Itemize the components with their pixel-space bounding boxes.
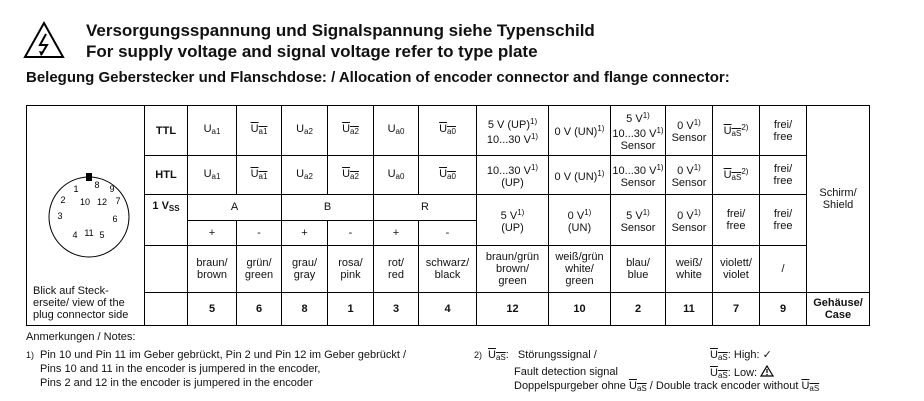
table-row-ttl <box>27 106 870 156</box>
table-row-pins <box>27 293 870 326</box>
pin-label-11: 11 <box>84 228 94 238</box>
vss-pin2: 5 $V^{1)}$ Sensor <box>611 195 666 246</box>
note-2-mark: 2) <box>474 350 483 360</box>
colors-label-empty <box>145 246 188 293</box>
note-1-line-3: Pins 2 and 12 in the encoder is jumpered in the encoder <box>40 377 313 389</box>
color-pin5: braun/ brown <box>188 246 237 293</box>
shield-cell: Schirm/ Shield <box>807 106 870 293</box>
pin-label-9: 9 <box>109 184 115 194</box>
note-2-text-de: Störungssignal / <box>517 349 597 361</box>
sign-a-minus: - <box>237 220 282 246</box>
pin-label-12: 12 <box>96 197 108 207</box>
note-1-line-2: Pins 10 and 11 in the encoder is jumpered in the encoder, <box>40 363 321 375</box>
vss-pin9: frei/ free <box>760 195 807 246</box>
color-pin1: rosa/ pink <box>328 246 374 293</box>
pin-label-7: 7 <box>115 196 121 206</box>
connector-pinout-diagram <box>39 165 139 265</box>
htl-pin7: $U_{aS}^{2)}$ <box>713 156 760 195</box>
note-2: 2) $U_{aS}$: Störungssignal / $U_{aS}$: High: ✓ Fault detection signal $U_{aS}$: Low: Doppelspurgeber ohne $U_{aS}$ / Double track encoder without $U_{aS}$ <box>474 348 894 396</box>
allocation-heading: Belegung Geberstecker und Flanschdose: / Allocation of encoder connector and flange connector: <box>26 69 730 86</box>
sign-b-plus: + <box>282 220 328 246</box>
row-label-htl: HTL <box>145 156 188 195</box>
vss-pin12: 5 $V^{1)}$ (UP) <box>477 195 549 246</box>
ttl-pin3: $U_{a0}$ <box>374 106 419 156</box>
pin-number: 2 <box>611 293 666 326</box>
htl-pin1: $U_{a2}$ <box>328 156 374 195</box>
pin-number: 1 <box>328 293 374 326</box>
ttl-pin7: $U_{aS}^{2)}$ <box>713 106 760 156</box>
connector-caption-2: erseite/ view of the <box>33 297 125 309</box>
pin-number: 11 <box>666 293 713 326</box>
uas-high: $U_{aS}$: High: ✓ <box>710 349 772 362</box>
htl-pin9: frei/ free <box>760 156 807 195</box>
vss-signal-b: B <box>282 195 374 221</box>
pin-number: 3 <box>374 293 419 326</box>
ttl-pin10: 0 V (UN)$^{1)}$ <box>549 106 611 156</box>
color-pin10: weiß/grün white/ green <box>549 246 611 293</box>
pin-number: 4 <box>419 293 477 326</box>
note-1-mark: 1) <box>26 350 35 360</box>
note-2-text-en: Fault detection signal <box>514 366 618 378</box>
ttl-pin6: $U_{a1}$ <box>237 106 282 156</box>
color-pin7: violett/ violet <box>713 246 760 293</box>
ttl-pin8: $U_{a2}$ <box>282 106 328 156</box>
ttl-pin5: $U_{a1}$ <box>188 106 237 156</box>
note-2-double-track: Doppelspurgeber ohne $U_{aS}$ / Double track encoder without $U_{aS}$ <box>514 380 820 393</box>
connector-cell <box>27 106 145 326</box>
pin-label-6: 6 <box>112 214 118 224</box>
high-voltage-warning-icon <box>22 20 66 60</box>
pin-label-3: 3 <box>57 211 63 221</box>
pin-label-2: 2 <box>60 195 66 205</box>
ttl-pin4: $U_{a0}$ <box>419 106 477 156</box>
htl-pin11: 0 $V^{1)}$ Sensor <box>666 156 713 195</box>
note-2-symbol: $U_{aS}$ <box>488 349 506 362</box>
htl-pin10: 0 V (UN)$^{1)}$ <box>549 156 611 195</box>
ttl-pin1: $U_{a2}$ <box>328 106 374 156</box>
pin-number: 5 <box>188 293 237 326</box>
vss-pin7: frei/ free <box>713 195 760 246</box>
pin-allocation-table <box>26 105 870 326</box>
color-pin2: blau/ blue <box>611 246 666 293</box>
pin-number: 6 <box>237 293 282 326</box>
warning-icon <box>760 365 774 377</box>
color-pin9: / <box>760 246 807 293</box>
notes-title: Anmerkungen / Notes: <box>26 331 136 343</box>
ttl-pin12: 5 V (UP)$^{1)}$ 10...30 $V^{1)}$ <box>477 106 549 156</box>
uas-low: $U_{aS}$: Low: <box>710 365 774 383</box>
htl-pin4: $U_{a0}$ <box>419 156 477 195</box>
color-pin6: grün/ green <box>237 246 282 293</box>
table-row-colors <box>27 246 870 293</box>
pins-label-empty <box>145 293 188 326</box>
pin-label-5: 5 <box>99 230 105 240</box>
connector-caption-1: Blick auf Steck- <box>33 285 109 297</box>
row-label-vss: 1 $V_{SS}$ <box>145 195 188 246</box>
ttl-pin2: 5 $V^{1)}$ 10...30 $V^{1)}$ Sensor <box>611 106 666 156</box>
pin-number: 10 <box>549 293 611 326</box>
color-pin4: schwarz/ black <box>419 246 477 293</box>
ttl-pin9: frei/ free <box>760 106 807 156</box>
pin-label-1: 1 <box>73 184 79 194</box>
sign-a-plus: + <box>188 220 237 246</box>
pin-number: 8 <box>282 293 328 326</box>
vss-signal-r: R <box>374 195 477 221</box>
htl-pin8: $U_{a2}$ <box>282 156 328 195</box>
pin-label-10: 10 <box>79 197 91 207</box>
title-german: Versorgungsspannung und Signalspannung siehe Typenschild <box>86 21 595 40</box>
pin-number: 7 <box>713 293 760 326</box>
sign-r-minus: - <box>419 220 477 246</box>
color-pin12: braun/grün brown/ green <box>477 246 549 293</box>
pin-label-4: 4 <box>72 230 78 240</box>
htl-pin5: $U_{a1}$ <box>188 156 237 195</box>
row-label-ttl: TTL <box>145 106 188 156</box>
pin-number: 12 <box>477 293 549 326</box>
htl-pin3: $U_{a0}$ <box>374 156 419 195</box>
vss-signal-a: A <box>188 195 282 221</box>
htl-pin2: 10...30 $V^{1)}$ Sensor <box>611 156 666 195</box>
table-row-vss <box>27 195 870 221</box>
vss-pin10: 0 $V^{1)}$ (UN) <box>549 195 611 246</box>
pin-number: 9 <box>760 293 807 326</box>
case-cell: Gehäuse/ Case <box>807 293 870 326</box>
pin-label-8: 8 <box>94 180 100 190</box>
connector-caption-3: plug connector side <box>33 309 129 321</box>
color-pin11: weiß/ white <box>666 246 713 293</box>
note-1 <box>26 348 466 390</box>
htl-pin6: $U_{a1}$ <box>237 156 282 195</box>
table-row-htl <box>27 156 870 195</box>
htl-pin12: 10...30 $V^{1)}$ (UP) <box>477 156 549 195</box>
title-english: For supply voltage and signal voltage refer to type plate <box>86 42 538 61</box>
sign-r-plus: + <box>374 220 419 246</box>
color-pin8: grau/ gray <box>282 246 328 293</box>
ttl-pin11: 0 $V^{1)}$ Sensor <box>666 106 713 156</box>
color-pin3: rot/ red <box>374 246 419 293</box>
sign-b-minus: - <box>328 220 374 246</box>
vss-pin11: 0 $V^{1)}$ Sensor <box>666 195 713 246</box>
note-1-line-1: Pin 10 und Pin 11 im Geber gebrückt, Pin 2 und Pin 12 im Geber gebrückt / <box>40 349 407 361</box>
